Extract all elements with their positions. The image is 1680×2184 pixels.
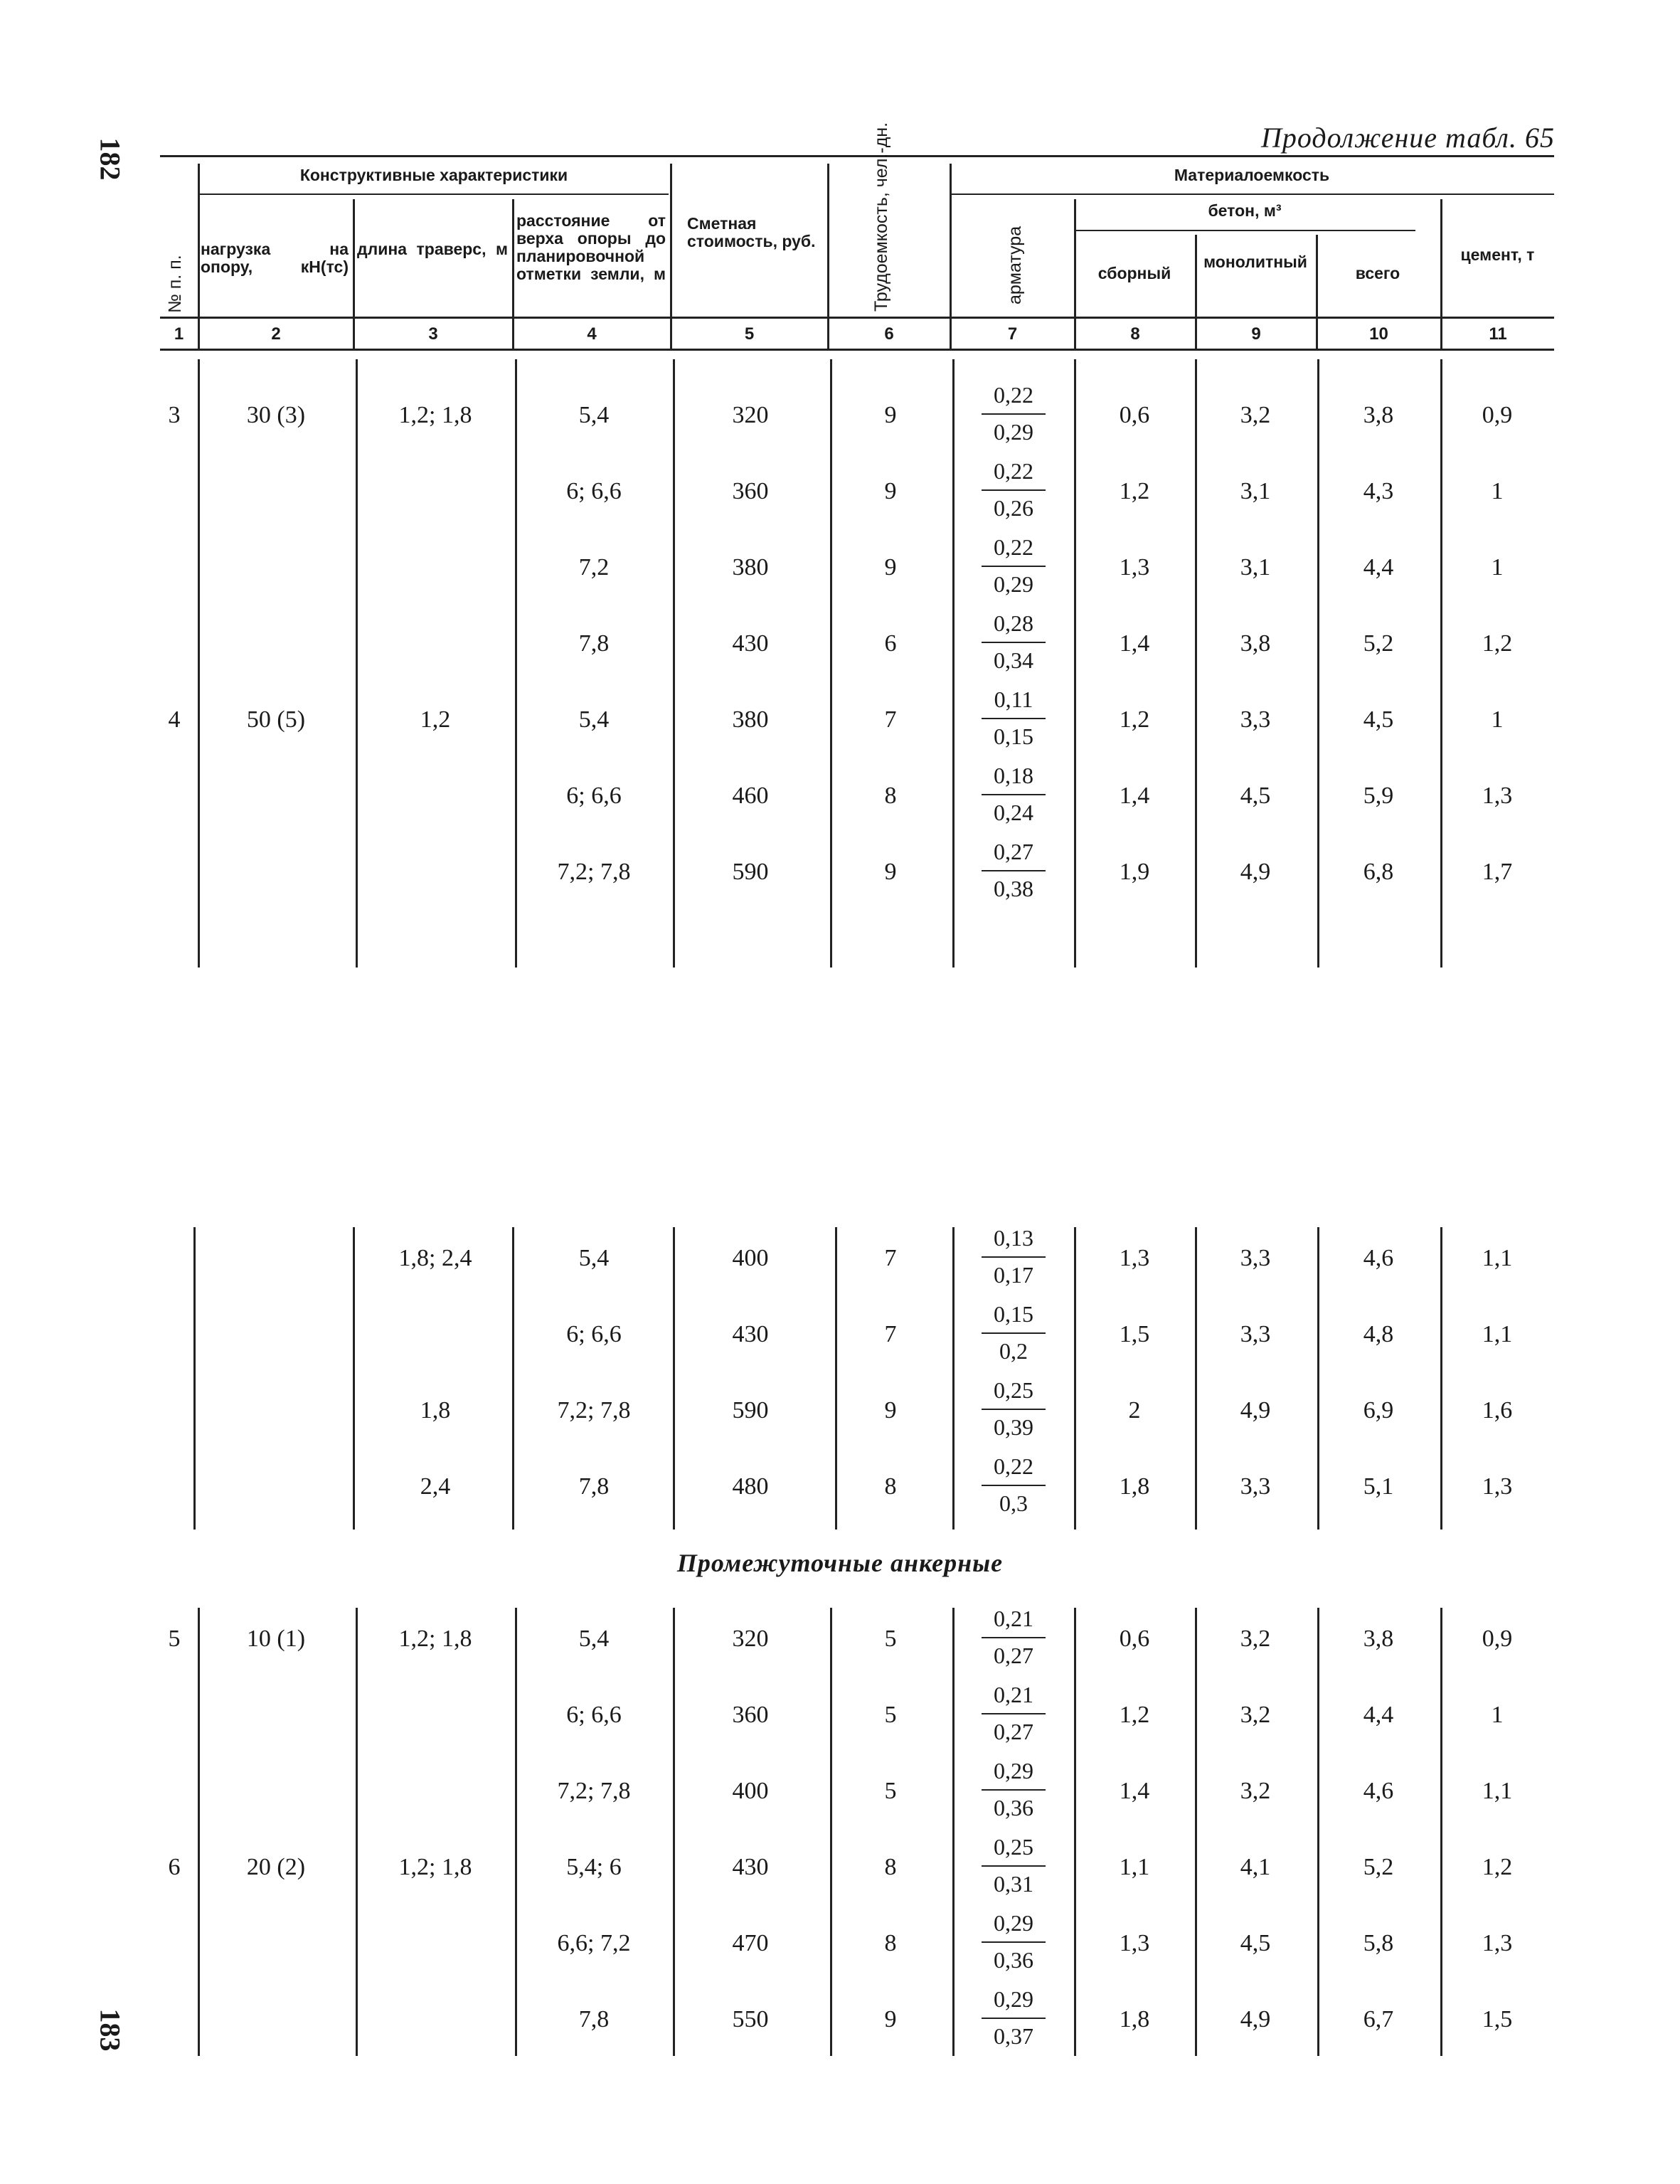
fraction-denominator: 0,27 [994,1719,1033,1744]
column-number: 2 [271,324,281,344]
page-number-bottom: 183 [94,2008,127,2052]
fraction-numerator: 0,15 [982,1300,1046,1334]
header-col3: длина траверс, м [357,240,508,258]
cell-dist: 7,8 [578,1473,610,1500]
cell-dist: 6,6; 7,2 [557,1930,631,1956]
cell-reinforcement-fraction [982,1680,1046,1746]
column-number: 7 [1007,324,1018,344]
body-vline [356,1608,358,2056]
cell-dist: 5,4 [578,1626,610,1652]
cell-cost: 320 [732,1626,769,1652]
cell-reinforcement-fraction [982,1985,1046,2050]
fraction-numerator: 0,11 [982,685,1046,719]
cell-total: 5,1 [1363,1473,1394,1500]
fraction-numerator: 0,29 [982,1909,1046,1943]
cell-total: 4,4 [1363,1702,1394,1728]
cell-cement: 1,7 [1482,859,1513,885]
cell-cost: 380 [732,554,769,581]
cell-dist: 5,4 [578,1245,610,1271]
cell-prefab: 1,3 [1119,554,1150,581]
cell-mono: 3,2 [1240,402,1271,428]
material-group-rule [950,194,1554,195]
cell-cost: 430 [732,1321,769,1347]
column-number: 11 [1489,324,1507,344]
cell-cost: 360 [732,1702,769,1728]
cell-mono: 3,2 [1240,1626,1271,1652]
cell-labor: 5 [884,1626,897,1652]
cell-prefab: 2 [1128,1397,1141,1424]
cell-labor: 9 [884,478,897,504]
cell-prefab: 1,4 [1119,630,1150,657]
cell-prefab: 0,6 [1119,1626,1150,1652]
body-vline [1440,359,1442,968]
column-number: 1 [174,324,184,344]
cell-labor: 8 [884,1473,897,1500]
body-vline [198,1608,200,2056]
header-col11: цемент, т [1460,245,1535,264]
cell-cement: 1,3 [1482,1473,1513,1500]
body-vline [1195,1227,1197,1530]
header-col8: сборный [1097,264,1171,282]
body-vline [1317,359,1319,968]
fraction-denominator: 0,27 [994,1643,1033,1668]
cell-mono: 3,8 [1240,630,1271,657]
fraction-numerator: 0,25 [982,1833,1046,1867]
cell-cement: 1 [1491,554,1504,581]
cell-trav: 1,2; 1,8 [398,1626,472,1652]
cell-prefab: 1,8 [1119,1473,1150,1500]
body-vline [673,1608,675,2056]
cell-reinforcement-fraction [982,1909,1046,1974]
cell-dist: 5,4 [578,402,610,428]
fraction-numerator: 0,21 [982,1604,1046,1638]
cell-labor: 9 [884,2006,897,2032]
header-group-constructive: Конструктивные характеристики [299,166,568,184]
cell-cement: 1 [1491,706,1504,733]
fraction-denominator: 0,17 [994,1262,1033,1288]
header-bottom-rule [160,349,1554,351]
cell-dist: 7,8 [578,2006,610,2032]
cell-reinforcement-fraction [982,1756,1046,1822]
cell-labor: 9 [884,554,897,581]
cell-reinforcement-fraction [982,761,1046,827]
cell-labor: 5 [884,1778,897,1804]
fraction-denominator: 0,24 [994,800,1033,825]
header-top-rule [160,155,1554,157]
cell-reinforcement-fraction [982,685,1046,751]
cell-prefab: 1,9 [1119,859,1150,885]
fraction-numerator: 0,25 [982,1376,1046,1410]
cell-labor: 9 [884,402,897,428]
cell-cost: 380 [732,706,769,733]
header-group-material: Материалоемкость [1174,166,1330,184]
fraction-numerator: 0,27 [982,837,1046,871]
header-col10: всего [1355,264,1400,282]
cell-cost: 360 [732,478,769,504]
cell-load: 10 (1) [246,1626,306,1652]
fraction-denominator: 0,38 [994,876,1033,901]
cell-total: 6,9 [1363,1397,1394,1424]
cell-trav: 1,8; 2,4 [398,1245,472,1271]
body-vline [193,1227,196,1530]
cell-total: 4,8 [1363,1321,1394,1347]
body-vline [198,359,200,968]
column-number: 5 [744,324,755,344]
cell-prefab: 1,5 [1119,1321,1150,1347]
cell-labor: 8 [884,783,897,809]
column-number: 10 [1369,324,1388,344]
cell-dist: 6; 6,6 [566,783,622,809]
section-title: Промежуточные анкерные [676,1549,1004,1577]
cell-labor: 8 [884,1930,897,1956]
cell-mono: 4,5 [1240,783,1271,809]
cell-total: 6,7 [1363,2006,1394,2032]
body-vline [1195,1608,1197,2056]
fraction-denominator: 0,31 [994,1871,1033,1897]
cell-reinforcement-fraction [982,457,1046,522]
cell-reinforcement-fraction [982,1604,1046,1670]
cell-cement: 1,6 [1482,1397,1513,1424]
cell-mono: 3,3 [1240,1321,1271,1347]
cell-mono: 3,3 [1240,1245,1271,1271]
cell-total: 4,6 [1363,1245,1394,1271]
header-col9: монолитный [1203,253,1307,271]
cell-dist: 7,2; 7,8 [557,1397,631,1424]
cell-dist: 6; 6,6 [566,1702,622,1728]
body-vline [835,1227,837,1530]
fraction-denominator: 0,39 [994,1414,1033,1440]
body-vline [1317,1227,1319,1530]
cell-mono: 3,3 [1240,706,1271,733]
fraction-denominator: 0,2 [999,1338,1028,1364]
body-vline [353,1227,355,1530]
cell-reinforcement-fraction [982,381,1046,446]
cell-labor: 5 [884,1702,897,1728]
column-number: 4 [587,324,597,344]
cell-cost: 400 [732,1245,769,1271]
cell-mono: 4,1 [1240,1854,1271,1880]
body-vline [673,1227,675,1530]
cell-cement: 1,1 [1482,1778,1513,1804]
column-number: 3 [428,324,438,344]
cell-prefab: 1,4 [1119,1778,1150,1804]
fraction-numerator: 0,22 [982,533,1046,567]
cell-labor: 8 [884,1854,897,1880]
cell-labor: 7 [884,1245,897,1271]
body-vline [1440,1608,1442,2056]
cell-reinforcement-fraction [982,1224,1046,1289]
cell-labor: 6 [884,630,897,657]
concrete-group-rule [1074,230,1415,231]
cell-prefab: 1,4 [1119,783,1150,809]
cell-total: 4,4 [1363,554,1394,581]
fraction-denominator: 0,26 [994,495,1033,521]
header-mid-rule [160,317,1554,319]
fraction-denominator: 0,37 [994,2023,1033,2049]
cell-dist: 5,4 [578,706,610,733]
fraction-numerator: 0,29 [982,1756,1046,1791]
cell-dist: 7,2; 7,8 [557,859,631,885]
cell-reinforcement-fraction [982,1833,1046,1898]
header-vline [950,164,952,349]
fraction-denominator: 0,36 [994,1795,1033,1820]
cell-prefab: 1,3 [1119,1245,1150,1271]
body-vline [1440,1227,1442,1530]
cell-mono: 3,3 [1240,1473,1271,1500]
cell-mono: 3,2 [1240,1778,1271,1804]
cell-mono: 4,9 [1240,1397,1271,1424]
column-number: 8 [1130,324,1140,344]
fraction-numerator: 0,22 [982,1452,1046,1486]
header-col6: Трудоемкость, чел.-дн. [871,122,891,312]
fraction-denominator: 0,36 [994,1947,1033,1973]
header-col7: арматура [1005,226,1025,304]
cell-cost: 480 [732,1473,769,1500]
cell-cost: 460 [732,783,769,809]
cell-dist: 5,4; 6 [566,1854,622,1880]
fraction-denominator: 0,15 [994,723,1033,749]
fraction-numerator: 0,13 [982,1224,1046,1258]
fraction-numerator: 0,29 [982,1985,1046,2019]
header-col1: № п. п. [165,255,185,313]
body-vline [512,1227,514,1530]
body-vline [952,1227,955,1530]
cell-cement: 1,5 [1482,2006,1513,2032]
body-vline [356,359,358,968]
cell-dist: 7,2; 7,8 [557,1778,631,1804]
cell-mono: 4,5 [1240,1930,1271,1956]
fraction-numerator: 0,21 [982,1680,1046,1714]
body-vline [952,1608,955,2056]
cell-total: 5,2 [1363,630,1394,657]
body-vline [1317,1608,1319,2056]
cell-trav: 1,8 [420,1397,451,1424]
cell-cement: 1,2 [1482,1854,1513,1880]
header-vline [670,164,672,349]
body-vline [1195,359,1197,968]
cell-trav: 1,2 [420,706,451,733]
cell-cost: 470 [732,1930,769,1956]
table-continuation-label: Продолжение табл. 65 [1260,122,1555,154]
cell-cement: 0,9 [1482,1626,1513,1652]
cell-dist: 7,2 [578,554,610,581]
cell-total: 4,3 [1363,478,1394,504]
body-vline [1074,359,1076,968]
cell-total: 6,8 [1363,859,1394,885]
cell-dist: 6; 6,6 [566,478,622,504]
fraction-numerator: 0,18 [982,761,1046,795]
cell-load: 50 (5) [246,706,306,733]
cell-n: 5 [168,1626,181,1652]
fraction-numerator: 0,22 [982,381,1046,415]
cell-load: 30 (3) [246,402,306,428]
cell-total: 3,8 [1363,402,1394,428]
cell-cost: 550 [732,2006,769,2032]
header-vline [198,164,200,349]
page-number-top: 182 [94,137,127,181]
cell-cement: 1 [1491,478,1504,504]
body-vline [1074,1227,1076,1530]
cell-mono: 3,2 [1240,1702,1271,1728]
header-vline [827,164,829,349]
header-col4: расстояние от верха опоры до планировочной отметки земли, м [516,211,666,283]
cell-cement: 1,3 [1482,783,1513,809]
cell-reinforcement-fraction [982,1452,1046,1517]
cell-prefab: 1,1 [1119,1854,1150,1880]
cell-cement: 1,1 [1482,1245,1513,1271]
cell-labor: 9 [884,859,897,885]
cell-total: 5,2 [1363,1854,1394,1880]
cell-cement: 0,9 [1482,402,1513,428]
cell-total: 5,8 [1363,1930,1394,1956]
body-vline [1074,1608,1076,2056]
cell-cost: 430 [732,630,769,657]
cell-labor: 7 [884,1321,897,1347]
cell-total: 4,5 [1363,706,1394,733]
cell-total: 5,9 [1363,783,1394,809]
header-group-concrete: бетон, м³ [1208,201,1282,220]
cell-dist: 7,8 [578,630,610,657]
cell-trav: 2,4 [420,1473,451,1500]
header-col5: Сметная стоимость, руб. [687,214,816,250]
cell-reinforcement-fraction [982,533,1046,598]
cell-n: 4 [168,706,181,733]
cell-dist: 6; 6,6 [566,1321,622,1347]
fraction-denominator: 0,3 [999,1490,1028,1516]
cell-prefab: 0,6 [1119,402,1150,428]
body-vline [515,1608,517,2056]
body-vline [952,359,955,968]
cell-n: 3 [168,402,181,428]
cell-cement: 1,1 [1482,1321,1513,1347]
cell-cement: 1,3 [1482,1930,1513,1956]
column-number: 6 [884,324,894,344]
cell-prefab: 1,8 [1119,2006,1150,2032]
cell-reinforcement-fraction [982,837,1046,903]
constructive-group-rule [199,194,669,195]
body-vline [673,359,675,968]
cell-prefab: 1,3 [1119,1930,1150,1956]
cell-mono: 3,1 [1240,478,1271,504]
cell-n: 6 [168,1854,181,1880]
cell-cement: 1,2 [1482,630,1513,657]
cell-mono: 4,9 [1240,859,1271,885]
fraction-numerator: 0,22 [982,457,1046,491]
fraction-denominator: 0,34 [994,647,1033,673]
body-vline [830,359,832,968]
cell-mono: 4,9 [1240,2006,1271,2032]
fraction-numerator: 0,28 [982,609,1046,643]
cell-labor: 7 [884,706,897,733]
cell-trav: 1,2; 1,8 [398,402,472,428]
header-col2: нагрузка на опору, кН(тс) [201,240,349,276]
cell-total: 4,6 [1363,1778,1394,1804]
cell-cement: 1 [1491,1702,1504,1728]
cell-prefab: 1,2 [1119,478,1150,504]
body-vline [515,359,517,968]
body-vline [830,1608,832,2056]
cell-total: 3,8 [1363,1626,1394,1652]
column-number: 9 [1251,324,1261,344]
cell-trav: 1,2; 1,8 [398,1854,472,1880]
cell-prefab: 1,2 [1119,1702,1150,1728]
cell-reinforcement-fraction [982,1300,1046,1365]
cell-mono: 3,1 [1240,554,1271,581]
cell-reinforcement-fraction [982,1376,1046,1441]
cell-cost: 320 [732,402,769,428]
cell-cost: 430 [732,1854,769,1880]
cell-cost: 590 [732,1397,769,1424]
cell-reinforcement-fraction [982,609,1046,674]
cell-load: 20 (2) [246,1854,306,1880]
fraction-denominator: 0,29 [994,571,1033,597]
fraction-denominator: 0,29 [994,419,1033,445]
cell-labor: 9 [884,1397,897,1424]
cell-cost: 400 [732,1778,769,1804]
cell-prefab: 1,2 [1119,706,1150,733]
cell-cost: 590 [732,859,769,885]
